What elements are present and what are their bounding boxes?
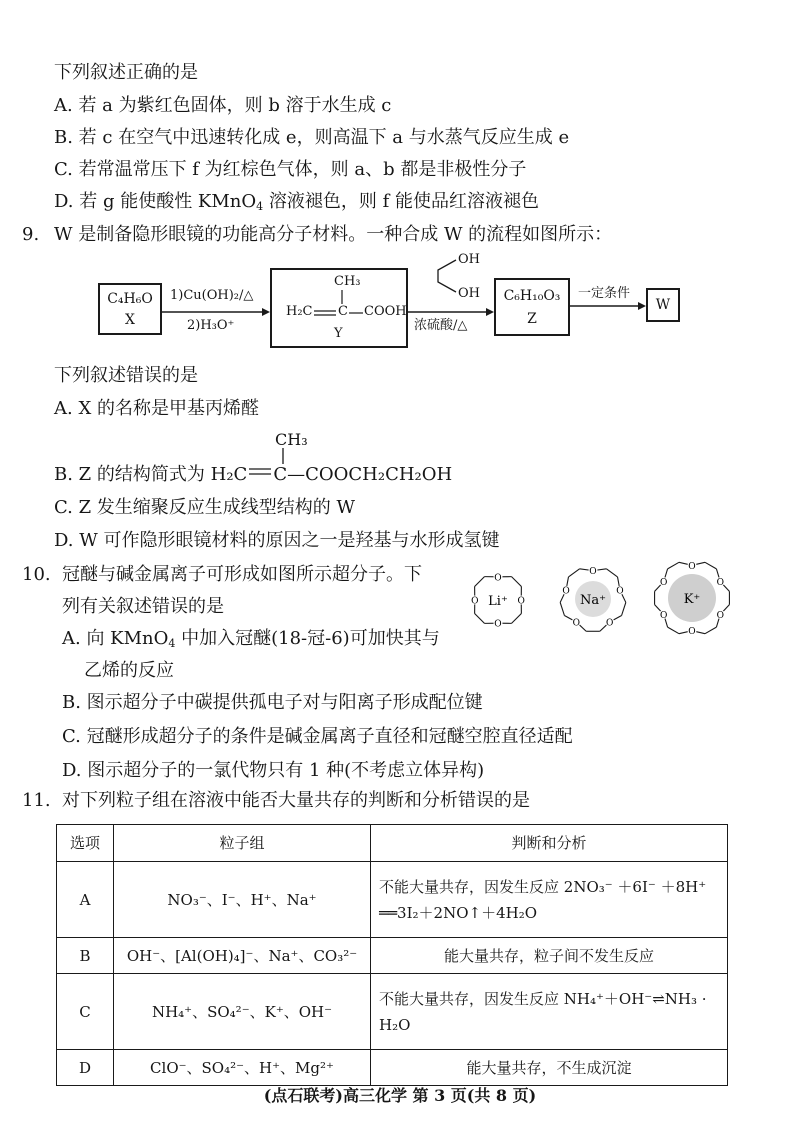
q10-number: 10. — [22, 564, 51, 585]
step2-reagent: 浓硫酸/△ — [414, 318, 468, 333]
y-label: Y — [334, 326, 343, 341]
y-single-bond — [349, 310, 363, 316]
q9-option-a: A. X 的名称是甲基丙烯醛 — [54, 398, 259, 419]
oxygen-atom-label: O — [471, 596, 479, 607]
crown-ether-na — [548, 554, 638, 644]
oxygen-atom-label: O — [660, 578, 668, 589]
q10-option-a-line1: A. 向 KMnO$_4$ 中加入冠醚(18-冠-6)可加快其与 — [62, 628, 440, 650]
q9-option-c: C. Z 发生缩聚反应生成线型结构的 W — [54, 497, 356, 518]
q8-option-a: A. 若 a 为紫红色固体，则 b 溶于水生成 c — [54, 95, 392, 116]
oxygen-atom-label: O — [616, 586, 624, 597]
table-row — [57, 938, 728, 974]
oxygen-atom-label: O — [494, 573, 502, 584]
crown-ether-li — [458, 560, 538, 640]
li-ion-label: Li⁺ — [488, 594, 508, 609]
diol-oh-top: OH — [458, 252, 480, 267]
q8-option-b: B. 若 c 在空气中迅速转化成 e，则高温下 a 与水蒸气反应生成 e — [54, 127, 570, 148]
y-c: C — [338, 304, 348, 319]
arrow-x-to-y — [162, 306, 270, 318]
table-header-row — [57, 825, 728, 862]
row-a-option: A — [57, 862, 114, 938]
table-row — [57, 862, 728, 938]
row-a-judgement: 不能大量共存，因发生反应 2NO₃⁻ ＋6I⁻ ＋8H⁺ ══3I₂＋2NO↑＋4H₂O — [371, 862, 728, 938]
y-vertical-bond — [340, 290, 344, 304]
crown-bond — [705, 627, 716, 634]
oxygen-atom-label: O — [605, 618, 614, 629]
q10-option-d: D. 图示超分子的一氯代物只有 1 种(不考虑立体异构) — [62, 760, 485, 781]
y-ch3: CH₃ — [334, 274, 361, 289]
oxygen-atom-label: O — [572, 618, 581, 629]
q9-b-ch3: CH₃ — [275, 430, 308, 449]
row-c-judgement: 不能大量共存，因发生反应 NH₄⁺＋OH⁻⇌NH₃ · H₂O — [371, 974, 728, 1050]
q8-option-d: D. 若 g 能使酸性 KMnO$_4$ 溶液褪色，则 f 能使品红溶液褪色 — [54, 191, 539, 213]
q10-stem-line1: 冠醚与碱金属离子可形成如图所示超分子。下 — [62, 564, 422, 585]
flow-box-w — [646, 288, 680, 322]
y-double-bond — [314, 308, 336, 318]
oxygen-atom-label: O — [688, 627, 696, 638]
z-label: Z — [527, 311, 537, 327]
flow-box-x — [98, 283, 162, 335]
q9-stem: W 是制备隐形眼镜的功能高分子材料。一种合成 W 的流程如图所示： — [54, 224, 613, 245]
oxygen-atom-label: O — [716, 578, 724, 589]
step3-condition: 一定条件 — [578, 286, 631, 301]
crown-bond — [512, 577, 522, 587]
q9-option-d: D. W 可作隐形眼镜材料的原因之一是羟基与水形成氢键 — [54, 530, 500, 551]
q8-stem: 下列叙述正确的是 — [54, 62, 198, 83]
row-d-particles: ClO⁻、SO₄²⁻、H⁺、Mg²⁺ — [114, 1050, 371, 1086]
q11-number: 11. — [22, 790, 51, 811]
arrow-y-to-z — [408, 306, 494, 318]
crown-bond — [705, 562, 716, 569]
y-cooh: COOH — [364, 304, 407, 319]
oxygen-atom-label: O — [688, 561, 696, 572]
diol-oh-bottom: OH — [458, 286, 480, 301]
row-d-option: D — [57, 1050, 114, 1086]
step1-reagent-bottom: 2)H₃O⁺ — [187, 318, 235, 333]
x-formula: C₄H₆O — [107, 291, 153, 307]
q11-stem: 对下列粒子组在溶液中能否大量共存的判断和分析错误的是 — [62, 790, 530, 811]
crown-ether-k — [644, 550, 740, 646]
na-ion-label: Na⁺ — [580, 593, 606, 608]
row-b-particles: OH⁻、[Al(OH)₄]⁻、Na⁺、CO₃²⁻ — [114, 938, 371, 974]
crown-bond — [475, 614, 485, 624]
crown-bond — [475, 577, 485, 587]
x-label: X — [125, 312, 135, 328]
q8-option-c: C. 若常温常压下 f 为红棕色气体，则 a、b 都是非极性分子 — [54, 159, 527, 180]
header-option: 选项 — [57, 825, 114, 862]
oxygen-atom-label: O — [517, 596, 525, 607]
row-a-particles: NO₃⁻、I⁻、H⁺、Na⁺ — [114, 862, 371, 938]
flow-box-y — [270, 268, 408, 348]
crown-bond — [568, 569, 579, 577]
flow-box-z — [494, 278, 570, 336]
q9-b-vertical-bond — [281, 448, 285, 464]
page-footer: (点石联考)高三化学 第 3 页(共 8 页) — [263, 1086, 537, 1105]
row-d-judgement: 能大量共存，不生成沉淀 — [371, 1050, 728, 1086]
crown-bond — [622, 602, 626, 615]
row-b-option: B — [57, 938, 114, 974]
q10-option-a-line2: 乙烯的反应 — [84, 660, 174, 681]
z-formula: C₆H₁₀O₃ — [503, 288, 561, 304]
table-row — [57, 1050, 728, 1086]
q9-number: 9. — [22, 224, 40, 245]
q10-option-c: C. 冠醚形成超分子的条件是碱金属离子直径和冠醚空腔直径适配 — [62, 726, 573, 747]
q11-table — [56, 824, 728, 1086]
oxygen-atom-label: O — [494, 619, 502, 630]
crown-bond — [668, 627, 679, 634]
table-row — [57, 974, 728, 1050]
row-c-option: C — [57, 974, 114, 1050]
q9-option-b: B. Z 的结构简式为 H₂C C—COOCH₂CH₂OH — [54, 464, 453, 485]
oxygen-atom-label: O — [716, 610, 724, 621]
q10-stem-line2: 列有关叙述错误的是 — [62, 596, 224, 617]
row-c-particles: NH₄⁺、SO₄²⁻、K⁺、OH⁻ — [114, 974, 371, 1050]
q9-stem2: 下列叙述错误的是 — [54, 365, 198, 386]
crown-bond — [668, 562, 679, 569]
header-judgement: 判断和分析 — [371, 825, 728, 862]
oxygen-atom-label: O — [562, 586, 570, 597]
y-h2c: H₂C — [286, 304, 313, 319]
w-label: W — [655, 297, 671, 313]
crown-bond — [606, 569, 617, 577]
header-particles: 粒子组 — [114, 825, 371, 862]
oxygen-atom-label: O — [589, 567, 597, 578]
q10-option-b: B. 图示超分子中碳提供孤电子对与阳离子形成配位键 — [62, 692, 483, 713]
oxygen-atom-label: O — [660, 610, 668, 621]
arrow-z-to-w — [570, 300, 646, 312]
crown-bond — [560, 602, 564, 615]
ethylene-glycol-skeleton — [432, 254, 458, 298]
q9-b-double-bond — [247, 466, 273, 476]
crown-bond — [512, 614, 522, 624]
row-b-judgement: 能大量共存，粒子间不发生反应 — [371, 938, 728, 974]
step1-reagent-top: 1)Cu(OH)₂/△ — [170, 288, 254, 303]
k-ion-label: K⁺ — [683, 592, 701, 607]
